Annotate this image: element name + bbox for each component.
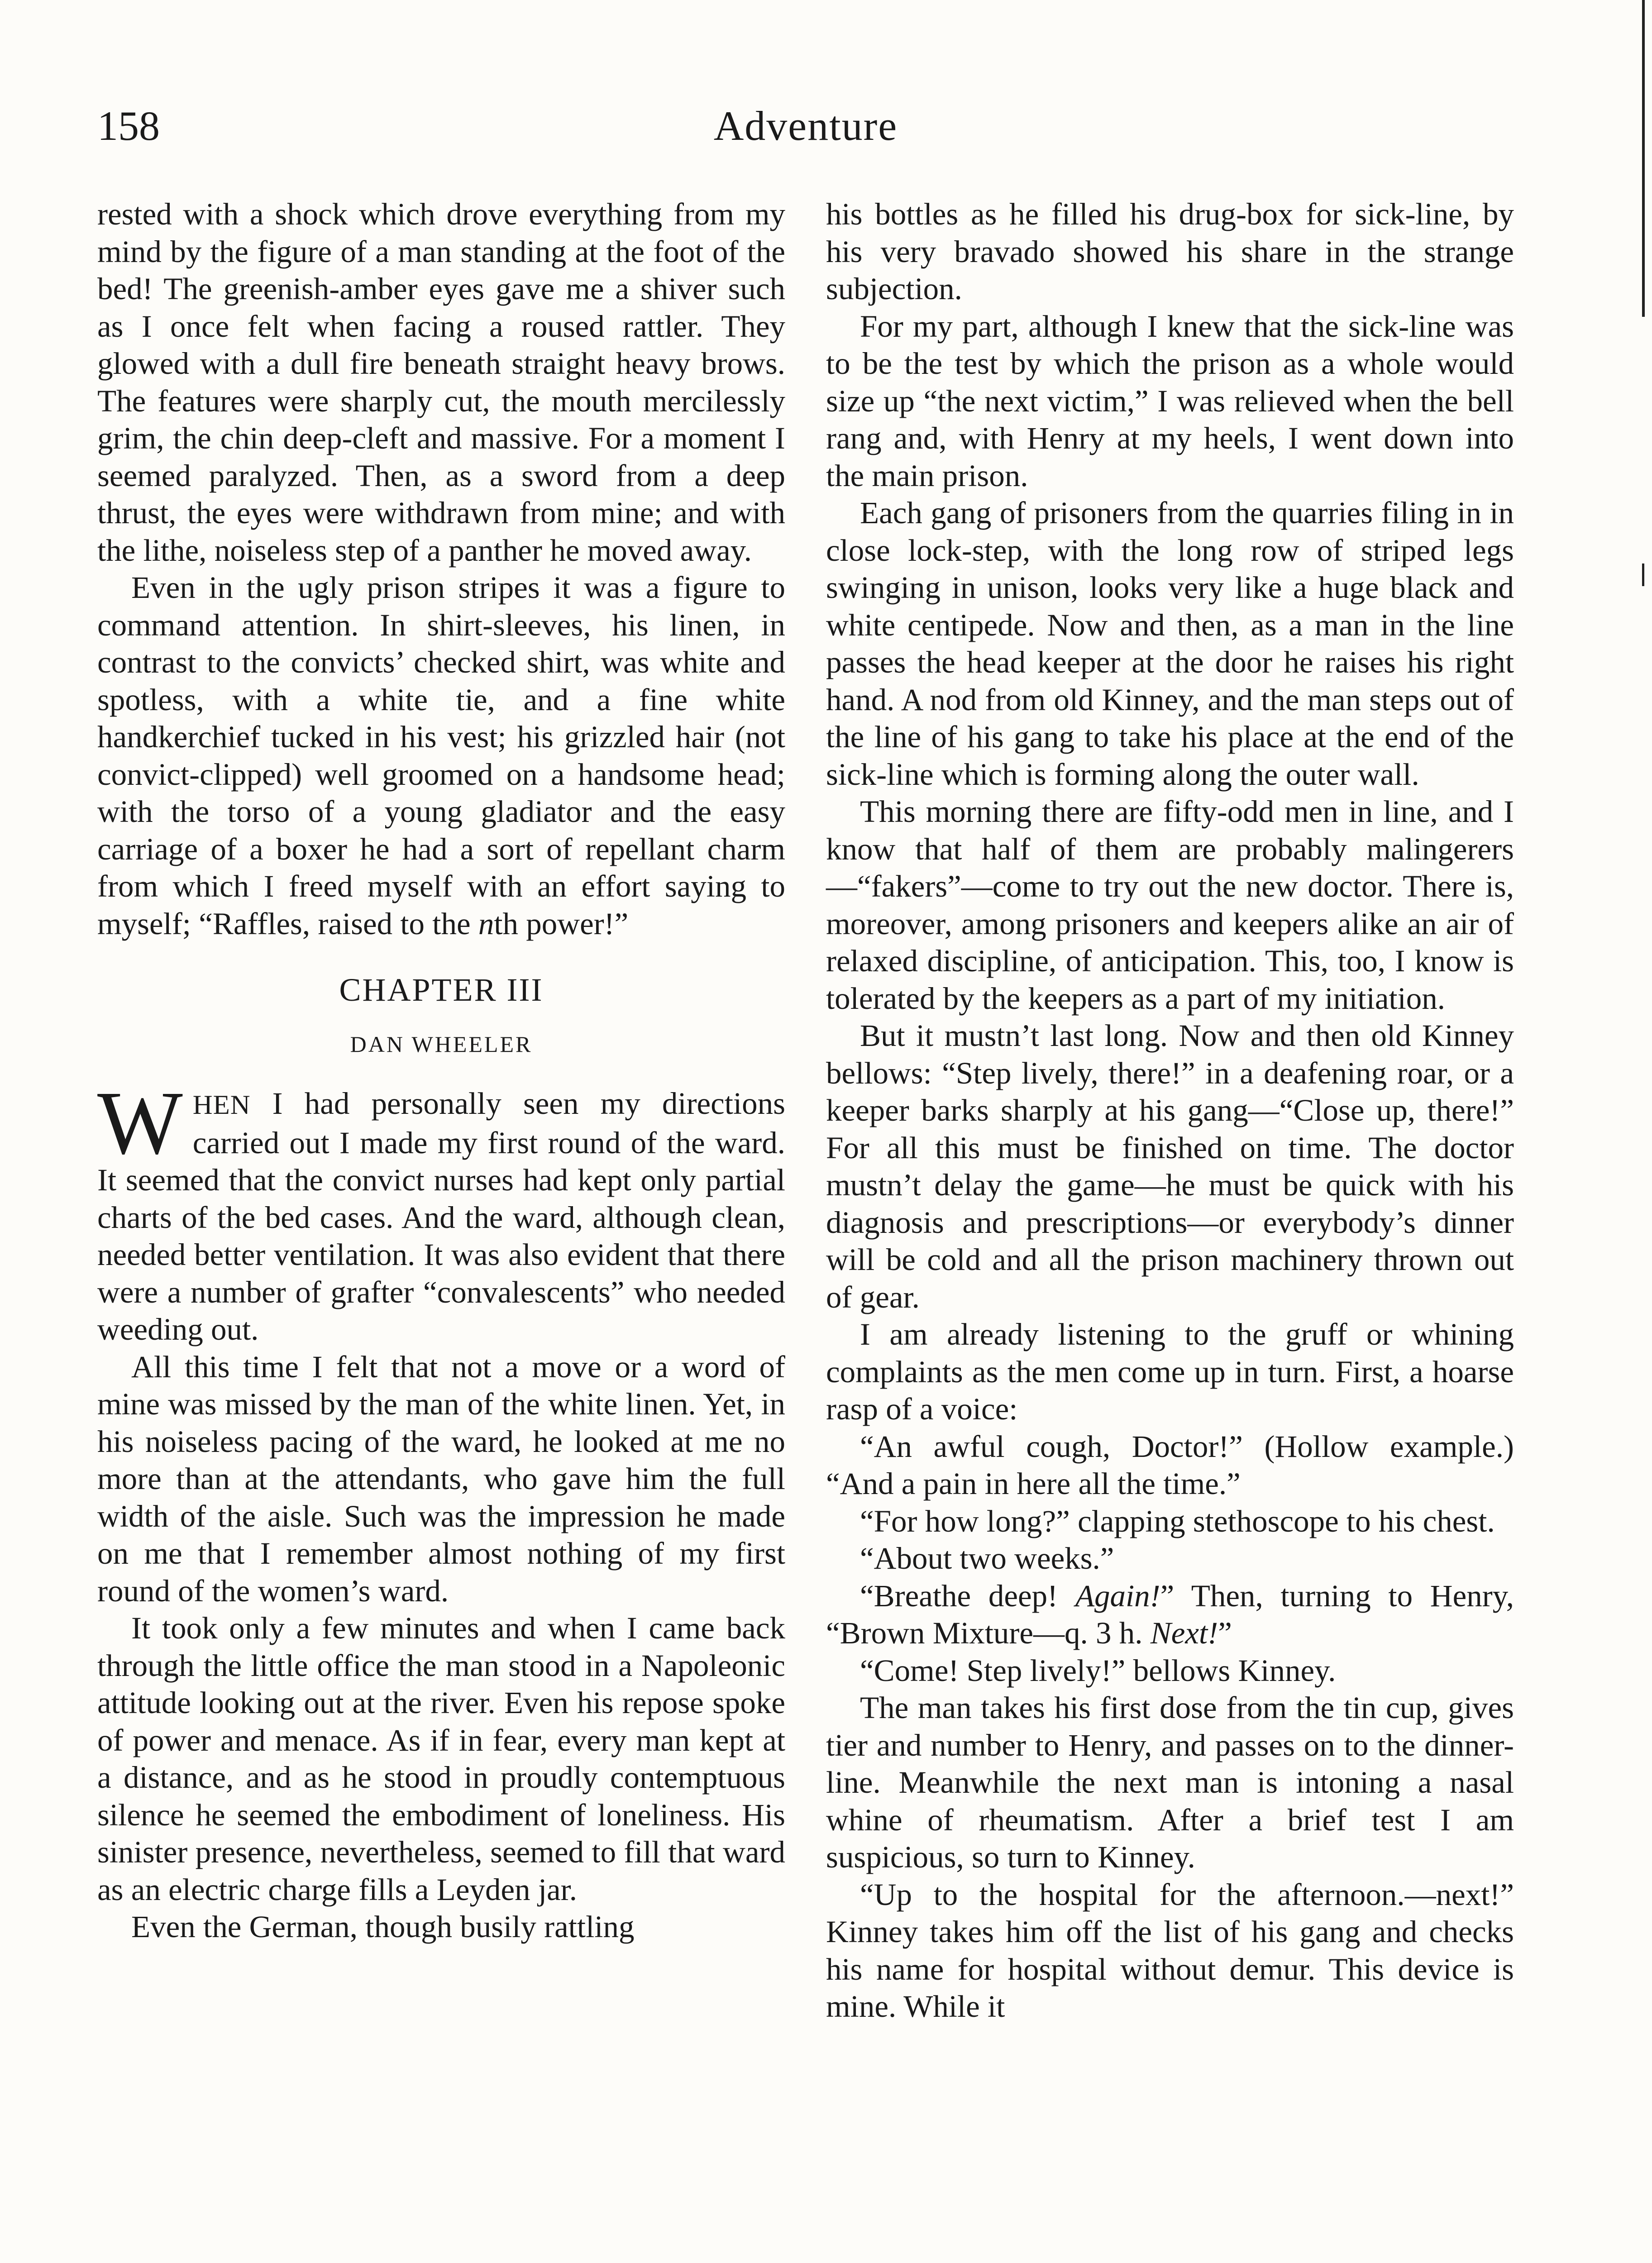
paragraph bbox=[97, 569, 785, 942]
page-number: 158 bbox=[97, 103, 160, 149]
paragraph bbox=[97, 1073, 785, 1348]
paragraph: rested with a shock which drove everything from my mind by the figure of a man standing at the foot of the bed! The greenish-amber eyes gave me a shiver such as I once felt when facing a roused rattler. They glowed with a dull fire beneath straight heavy brows. The features were sharply cut, the mouth mercilessly grim, the chin deep-cleft and massive. For a moment I seemed paralyzed. Then, as a sword from a deep thrust, the eyes were withdrawn from mine; and with the lithe, noiseless step of a panther he moved away. bbox=[97, 197, 785, 568]
paragraph: “An awful cough, Doctor!” (Hollow example.) “And a pain in here all the time.” bbox=[826, 1429, 1514, 1501]
chapter-title: CHAPTER III bbox=[339, 972, 544, 1008]
text-run: ” Then, turning to Henry, “Brown Mixture—q. 3 h. bbox=[826, 1578, 1514, 1650]
paragraph: Even the German, though busily rattling bbox=[131, 1910, 635, 1944]
small-caps-text: HEN bbox=[192, 1090, 251, 1120]
italic-text: n bbox=[478, 906, 494, 941]
margin-scan-line bbox=[1642, 0, 1645, 317]
text-run: Even in the ugly prison stripes it was a figure to command attention. In shirt-sleeves, his linen, in contrast to the convicts’ checked shirt, was white and spotless, with a white tie, and a fine white handkerchief tucked in his vest; his grizzled hair (not convict-clipped) well groomed on a handsome head; with the torso of a young gladiator and the easy carriage of a boxer he had a sort of repellant charm from which I freed myself with an effort saying to myself; “Raffles, raised to the bbox=[97, 570, 785, 941]
running-title: Adventure bbox=[713, 103, 898, 149]
paragraph: But it mustn’t last long. Now and then old Kinney bellows: “Step lively, there!” in a deafening roar, or a keeper barks sharply at his gang—“Close up, there!” For all this must be finished on time. The doctor mustn’t delay the game—he must be quick with his diagnosis and prescriptions—or everybody’s dinner will be cold and all the prison machinery thrown out of gear. bbox=[826, 1018, 1514, 1314]
paragraph: For my part, although I knew that the sick-line was to be the test by which the prison as a whole would size up “the next victim,” I was relieved when the bell rang and, with Henry at my heels, I went down into the main prison. bbox=[826, 309, 1514, 493]
paragraph: This morning there are fifty-odd men in line, and I know that half of them are probably malingerers—“fakers”—come to try out the new doctor. There is, moreover, among prisoners and keepers alike an air of relaxed discipline, of anticipation. This, too, I know is tolerated by the keepers as a part of my initiation. bbox=[826, 794, 1514, 1016]
page-header bbox=[97, 99, 1514, 153]
paragraph: “Up to the hospital for the afternoon.—next!” Kinney takes him off the list of his gang and checks his name for hospital without demur. This device is mine. While it bbox=[826, 1877, 1514, 2024]
paragraph: his bottles as he filled his drug-box for sick-line, by his very bravado showed his share in the strange subjection. bbox=[826, 197, 1514, 306]
paragraph: “About two weeks.” bbox=[860, 1541, 1114, 1576]
text-run: “Breathe deep! bbox=[860, 1578, 1075, 1613]
chapter-subtitle: DAN WHEELER bbox=[350, 1031, 533, 1057]
paragraph bbox=[826, 1577, 1514, 1652]
paragraph: “Come! Step lively!” bellows Kinney. bbox=[860, 1653, 1336, 1688]
paragraph: All this time I felt that not a move or a word of mine was missed by the man of the white linen. Yet, in his noiseless pacing of the ward, he looked at me no more than at the attendants, who gave him the full width of the aisle. Such was the impression he made on me that I remember almost nothing of my first round of the women’s ward. bbox=[97, 1349, 785, 1608]
text-run: ” bbox=[1218, 1616, 1232, 1650]
paragraph: “For how long?” clapping stethoscope to his chest. bbox=[860, 1504, 1495, 1538]
paragraph: Each gang of prisoners from the quarries filing in in close lock-step, with the long row of striped legs swinging in unison, looks very like a huge black and white centipede. Now and then, as a man in the line passes the head keeper at the door he raises his right hand. A nod from old Kinney, and the man steps out of the line of his gang to take his place at the end of the sick-line which is forming along the outer wall. bbox=[826, 496, 1514, 792]
italic-text: Again! bbox=[1075, 1578, 1160, 1613]
right-column bbox=[826, 196, 1514, 2025]
paragraph: The man takes his first dose from the tin cup, gives tier and number to Henry, and passes on to the dinner-line. Meanwhile the next man is intoning a nasal whine of rheumatism. After a brief test I am suspicious, so turn to Kinney. bbox=[826, 1690, 1514, 1874]
text-run: th power!” bbox=[494, 906, 629, 941]
paragraph: It took only a few minutes and when I came back through the little office the man stood in a Napoleonic attitude looking out at the river. Even his repose spoke of power and menace. As if in fear, every man kept at a distance, and as he stood in proudly contemptuous silence he seemed the embodiment of loneliness. His sinister presence, nevertheless, seemed to fill that ward as an electric charge fills a Leyden jar. bbox=[97, 1611, 785, 1907]
paragraph: I am already listening to the gruff or whining complaints as the men come up in turn. First, a hoarse rasp of a voice: bbox=[826, 1317, 1514, 1426]
italic-text: Next! bbox=[1150, 1616, 1218, 1650]
drop-cap: W bbox=[97, 1073, 183, 1173]
margin-scan-mark bbox=[1642, 563, 1644, 586]
left-column bbox=[97, 196, 785, 1946]
text-run: I had personally seen my directions carried out I made my first round of the ward. It seemed that the convict nurses had kept only partial charts of the bed cases. And the ward, although clean, needed better ventilation. It was also evident that there were a number of grafter “convalescents” who needed weeding out. bbox=[97, 1086, 785, 1346]
